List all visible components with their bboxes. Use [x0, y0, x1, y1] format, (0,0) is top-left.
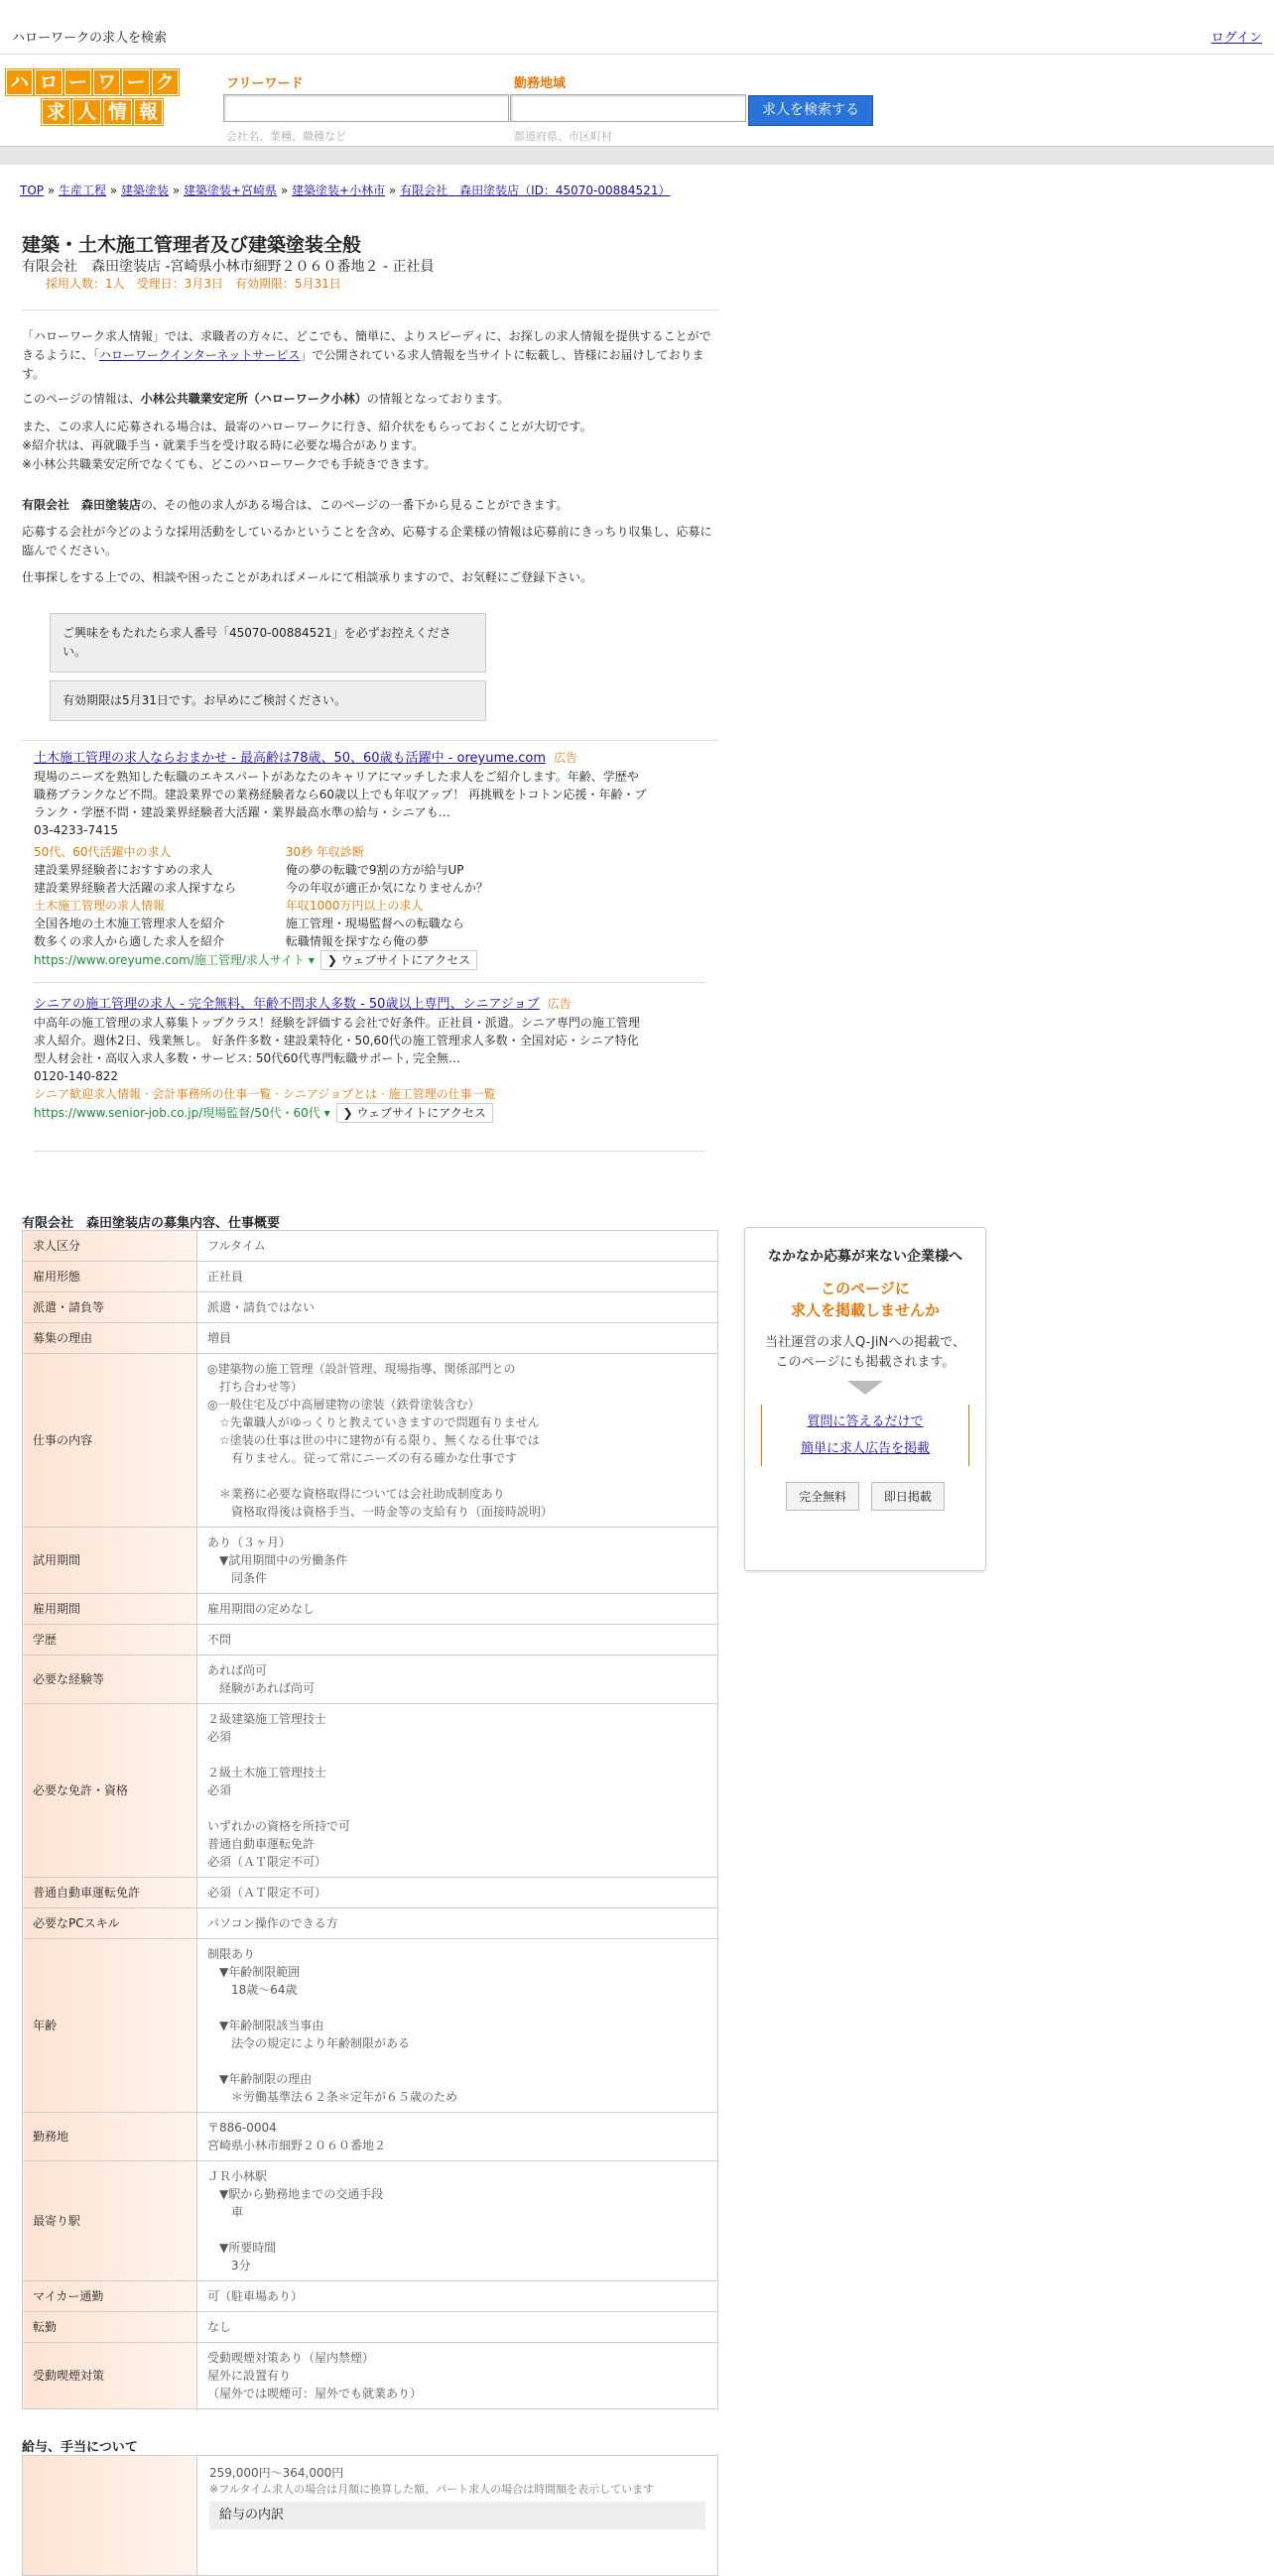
row-label: 雇用形態 [23, 1262, 197, 1292]
value-line: ２級建築施工管理技士 [207, 1712, 327, 1726]
value-line: 増員 [207, 1331, 232, 1345]
value-line: 必須 [207, 1730, 232, 1744]
advertise-sidebar [744, 1227, 986, 1571]
table-row [23, 1323, 718, 1354]
value-line: ▼試用期間中の労働条件 [207, 1553, 348, 1567]
row-value [197, 1231, 718, 1262]
value-line: ◎建築物の施工管理（設計管理、現場指導、関係部門との [207, 1362, 516, 1376]
breadcrumb-prefecture[interactable]: 建築塗装+宮崎県 [184, 184, 278, 197]
row-value [197, 2281, 718, 2312]
other-jobs-note: 有限会社 森田塗装店の、その他の求人がある場合は、このページの一番下から見ることができます。 [22, 498, 569, 512]
value-line: ＪＲ小林駅 [207, 2169, 268, 2183]
visit-website-button[interactable]: ❯ ウェブサイトにアクセス [320, 950, 477, 970]
hellowork-logo[interactable]: ハ ロ ー ワ ー ク 求 人 情 報 [5, 68, 180, 124]
value-line [207, 1746, 707, 1764]
sidebar-link-post[interactable]: 簡単に求人広告を掲載 [800, 1441, 930, 1456]
area-hint: 都道府県、市区町村 [514, 130, 612, 143]
row-value [197, 1292, 718, 1323]
divider [22, 740, 718, 741]
section-title-salary: 給与、手当について [22, 2440, 138, 2455]
sidebar-link-answer[interactable]: 質問に答えるだけで [807, 1414, 924, 1429]
table-row [23, 2161, 718, 2281]
value-line: なし [207, 2320, 232, 2334]
value-line: ＊業務に必要な資格取得については会社助成制度あり [207, 1487, 505, 1501]
row-label: 必要な免許・資格 [23, 1704, 197, 1878]
down-arrow-icon [847, 1381, 883, 1395]
value-line: 同条件 [207, 1571, 268, 1585]
table-row [23, 2113, 718, 2161]
table-row [23, 1939, 718, 2113]
row-value [197, 1625, 718, 1656]
value-line: 屋外に設置有り [207, 2369, 292, 2383]
divider [22, 309, 718, 310]
ad-sitelink[interactable]: 年収1000万円以上の求人 施工管理・現場監督への転職なら 転職情報を探すなら俺の夢 [285, 899, 464, 948]
ad-title-link[interactable]: シニアの施工管理の求人 - 完全無料、年齢不問求人多数 - 50歳以上専門、シニアジョブ [34, 997, 540, 1012]
value-line: 制限あり [207, 1947, 256, 1961]
intro-paragraph: 「ハローワーク求人情報」では、求職者の方々に、どこでも、簡単に、よりスピーディに、お探しの求人情報を提供することができるように、「ハローワークインターネットサービス」で公開されている求人情報を当サイトに転載し、皆様にお届けしております。 [22, 329, 711, 381]
value-line: ☆塗装の仕事は世の中に建物が有る限り、無くなる仕事では [207, 1433, 540, 1447]
value-line: 派遣・請負ではない [207, 1300, 316, 1314]
job-number-note: ご興味をもたれたら求人番号「45070-00884521」を必ずお控えください。 [50, 613, 486, 673]
value-line: いずれかの資格を所持で可 [207, 1819, 351, 1833]
breadcrumb-company[interactable]: 有限会社 森田塗装店（ID：45070-00884521） [400, 184, 671, 197]
value-line: 不問 [207, 1633, 232, 1647]
top-bar [0, 0, 1274, 55]
row-value [197, 1704, 718, 1878]
row-label: 募集の理由 [23, 1323, 197, 1354]
table-row [23, 2312, 718, 2343]
row-value [197, 1354, 718, 1528]
row-label: 普通自動車運転免許 [23, 1878, 197, 1908]
table-row [23, 1656, 718, 1704]
table-row [23, 2343, 718, 2409]
salary-note: ※フルタイム求人の場合は月額に換算した額、パート求人の場合は時間額を表示しています [209, 2483, 655, 2496]
ad-url[interactable]: https://www.senior-job.co.jp/現場監督/50代・60代 ▾ [34, 1106, 330, 1120]
ad-description: 中高年の施工管理の求人募集トップクラス！経験を評価する会社で好条件。正社員・派遣。シニア専門の施工管理求人紹介。週休2日、残業無し。 好条件多数・建設業特化・50,60代の施工管理求人多数・全国対応・シニア特化型人材会社・高収入求人多数・サービス: 50代60代専門転職サポート, 完全無… [34, 1016, 640, 1065]
ad-sitelink[interactable]: 30秒 年収診断 俺の夢の転職で9割の方が給与UP 今の年収が適正か気になりませんか？ [285, 845, 488, 895]
breadcrumb-job-type[interactable]: 建築塗装 [121, 184, 170, 197]
value-line [207, 1799, 707, 1817]
collect-info-note: 応募する会社が今どのような採用活動をしているかということを含め、応募する企業様の情報は応募前にきっちり収集し、応募に臨んでください。 [22, 525, 712, 557]
header-divider [0, 146, 1274, 165]
value-line: 〒886-0004 [207, 2121, 277, 2135]
freeword-hint: 会社名、業種、職種など [226, 130, 346, 143]
row-label: 仕事の内容 [23, 1354, 197, 1528]
freeword-label: フリーワード [226, 76, 304, 91]
hellowork-internet-service-link[interactable]: ハローワークインターネットサービス [99, 348, 301, 362]
value-line: フルタイム [207, 1239, 266, 1253]
value-line: ▼年齢制限該当事由 [207, 2019, 324, 2032]
table-row [23, 1908, 718, 1939]
value-line: 受動喫煙対策あり（屋内禁煙） [207, 2351, 375, 2365]
sidebar-links [761, 1405, 969, 1466]
row-value [197, 1939, 718, 2113]
value-line: あれば尚可 [207, 1663, 268, 1677]
row-label: 派遣・請負等 [23, 1292, 197, 1323]
row-value [197, 1656, 718, 1704]
value-line: 雇用期間の定めなし [207, 1602, 316, 1616]
value-line [207, 1467, 707, 1485]
consult-note: 仕事探しをする上での、相談や困ったことがあればメールにて相談承りますので、お気軽にご登録下さい。 [22, 570, 593, 584]
value-line: 3分 [207, 2259, 251, 2272]
value-line: 有りません。従って常にニーズの有る確かな仕事です [207, 1451, 518, 1465]
row-label: 必要なPCスキル [23, 1908, 197, 1939]
value-line: 必須 [207, 1783, 232, 1797]
table-row [23, 1231, 718, 1262]
value-line: 資格取得後は資格手当、一時金等の支給有り（面接時説明） [207, 1505, 554, 1519]
table-row [23, 1594, 718, 1625]
value-line [207, 2052, 707, 2070]
row-label: 勤務地 [23, 2113, 197, 2161]
salary-table [22, 2455, 718, 2576]
row-label: 転勤 [23, 2312, 197, 2343]
value-line: パソコン操作のできる方 [207, 1916, 338, 1930]
section-title-job-details: 有限会社 森田塗装店の募集内容、仕事概要 [22, 1216, 281, 1231]
table-row [23, 2281, 718, 2312]
row-value [197, 2161, 718, 2281]
sidebar-heading: なかなか応募が来ない企業様へ [768, 1249, 962, 1265]
freeword-input[interactable] [223, 94, 509, 122]
divider [34, 1151, 704, 1152]
value-line: 18歳〜64歳 [207, 1983, 298, 1997]
value-line [207, 1999, 707, 2017]
job-title: 建築・土木施工管理者及び建築塗装全般 [22, 234, 362, 256]
row-value [197, 1262, 718, 1292]
row-label: マイカー通勤 [23, 2281, 197, 2312]
value-line: ◎一般住宅及び中高層建物の塗装（鉄骨塗装含む） [207, 1398, 480, 1411]
value-line: ▼所要時間 [207, 2241, 277, 2255]
area-input[interactable] [510, 94, 746, 122]
row-label: 受動喫煙対策 [23, 2343, 197, 2409]
same-day-badge[interactable]: 即日掲載 [871, 1482, 945, 1511]
divider [34, 982, 704, 983]
job-details-table [22, 1230, 718, 2409]
row-label: 雇用期間 [23, 1594, 197, 1625]
salary-breakdown-title: 給与の内訳 [209, 2502, 705, 2529]
job-meta: 採用人数：1人 受理日：3月3日 有効期限：5月31日 [46, 277, 341, 291]
value-line: 打ち合わせ等） [207, 1380, 304, 1394]
breadcrumb: TOP » 生産工程 » 建築塗装 » 建築塗装+宮崎県 » 建築塗装+小林市 » 有限会社 森田塗装店（ID：45070-00884521） [20, 184, 671, 197]
value-line: 正社員 [207, 1270, 244, 1284]
table-row [23, 1354, 718, 1528]
sidebar-text: 当社運営の求人Q-JiNへの掲載で、 このページにも掲載されます。 [765, 1335, 965, 1370]
row-label: 試用期間 [23, 1528, 197, 1594]
value-line: 経験があれば尚可 [207, 1681, 316, 1695]
value-line: ☆先輩職人がゆっくりと教えていきますので問題有りません [207, 1415, 540, 1429]
row-label: 必要な経験等 [23, 1656, 197, 1704]
ad-url[interactable]: https://www.oreyume.com/施工管理/求人サイト ▾ [34, 953, 315, 967]
ad-description: 現場のニーズを熟知した転職のエキスパートがあなたのキャリアにマッチした求人をご紹介します。年齢、学歴や職務ブランクなど不問。建設業界での業務経験者なら60歳以上でも年収アップ！ 再挑戦をトコトン応援・年齢・ブランク・学歴不問・建設業界経験者大活躍・業界最高水準の給与・シニアも… [34, 770, 647, 819]
salary-amount: 259,000円〜364,000円 [209, 2466, 344, 2480]
table-row [23, 1292, 718, 1323]
row-label: 学歴 [23, 1625, 197, 1656]
row-label: 求人区分 [23, 1231, 197, 1262]
breadcrumb-top[interactable]: TOP [20, 184, 45, 197]
value-line: 必須（ＡＴ限定不可） [207, 1886, 327, 1900]
table-row [23, 1625, 718, 1656]
value-line: ▼駅から勤務地までの交通手段 [207, 2187, 384, 2201]
breadcrumb-category[interactable]: 生産工程 [59, 184, 107, 197]
ad-sitelink[interactable]: 土木施工管理の求人情報 全国各地の土木施工管理求人を紹介 数多くの求人から適した求人を紹介 [34, 899, 225, 948]
row-value [197, 2343, 718, 2409]
ad-tag: 広告 [554, 751, 578, 765]
row-label: 年齢 [23, 1939, 197, 2113]
ad-phone[interactable]: 03-4233-7415 [34, 823, 119, 837]
expiry-note: 有効期限は5月31日です。お早めにご検討ください。 [50, 680, 486, 721]
ad-sitelink[interactable]: 50代、60代活躍中の求人 建設業界経験者におすすめの求人 建設業界経験者大活躍の求人探すなら [34, 845, 237, 895]
value-line: 必須（ＡＴ限定不可） [207, 1855, 327, 1869]
visit-website-button[interactable]: ❯ ウェブサイトにアクセス [336, 1103, 493, 1123]
row-value [197, 1878, 718, 1908]
site-title: ハローワークの求人を検索 [12, 31, 168, 46]
value-line: （屋外では喫煙可：屋外でも就業あり） [207, 2387, 423, 2400]
value-line: あり（３ヶ月） [207, 1535, 292, 1549]
value-line: ＊労働基準法６２条＊定年が６５歳のため [207, 2090, 458, 2104]
row-value [197, 1908, 718, 1939]
ad-block [34, 995, 649, 1123]
table-row [23, 1528, 718, 1594]
table-row [23, 1262, 718, 1292]
row-value [197, 1323, 718, 1354]
ad-block [34, 749, 649, 970]
area-label: 勤務地域 [514, 76, 567, 91]
row-label: 最寄り駅 [23, 2161, 197, 2281]
value-line: 車 [207, 2205, 244, 2219]
row-value [197, 1594, 718, 1625]
value-line: 普通自動車運転免許 [207, 1837, 316, 1851]
table-row [23, 1704, 718, 1878]
search-header [0, 55, 1274, 146]
job-subtitle: 有限会社 森田塗装店 -宮崎県小林市細野２０６０番地２ - 正社員 [22, 259, 435, 275]
apply-note: また、この求人に応募される場合は、最寄のハローワークに行き、紹介状をもらっておくことが大切です。 ※紹介状は、再就職手当・就業手当を受け取る時に必要な場合があります。 ※小林公共職業安定所でなくても、どこのハローワークでも手続きできます。 [22, 420, 592, 471]
value-line: 法令の規定により年齢制限がある [207, 2036, 411, 2050]
source-office-text: このページの情報は、小林公共職業安定所（ハローワーク小林）の情報となっております。 [22, 392, 509, 406]
value-line: ▼年齢制限範囲 [207, 1965, 301, 1979]
ad-sitelinks[interactable]: シニア歓迎求人情報 · 会計事務所の仕事一覧 · シニアジョブとは · 施工管理の仕事一覧 [34, 1087, 496, 1101]
value-line: 宮崎県小林市細野２０６０番地２ [207, 2139, 387, 2152]
salary-key-cell [23, 2456, 197, 2575]
value-line: ▼年齢制限の理由 [207, 2072, 313, 2086]
row-value [197, 2113, 718, 2161]
ad-tag: 広告 [547, 997, 572, 1011]
row-value [197, 2312, 718, 2343]
value-line: 可（駐車場あり） [207, 2289, 304, 2303]
breadcrumb-city[interactable]: 建築塗装+小林市 [292, 184, 386, 197]
value-line [207, 2221, 707, 2239]
sidebar-catch: このページに 求人を掲載しませんか [790, 1280, 940, 1319]
ad-title-link[interactable]: 土木施工管理の求人ならおまかせ - 最高齢は78歳、50、60歳も活躍中 - oreyume.com [34, 751, 547, 766]
search-button[interactable]: 求人を検索する [748, 95, 873, 126]
ad-phone[interactable]: 0120-140-822 [34, 1069, 119, 1083]
table-row [23, 1878, 718, 1908]
value-line: ２級土木施工管理技士 [207, 1766, 327, 1779]
row-value [197, 1528, 718, 1594]
login-link[interactable]: ログイン [1210, 31, 1262, 46]
free-badge[interactable]: 完全無料 [786, 1482, 859, 1511]
